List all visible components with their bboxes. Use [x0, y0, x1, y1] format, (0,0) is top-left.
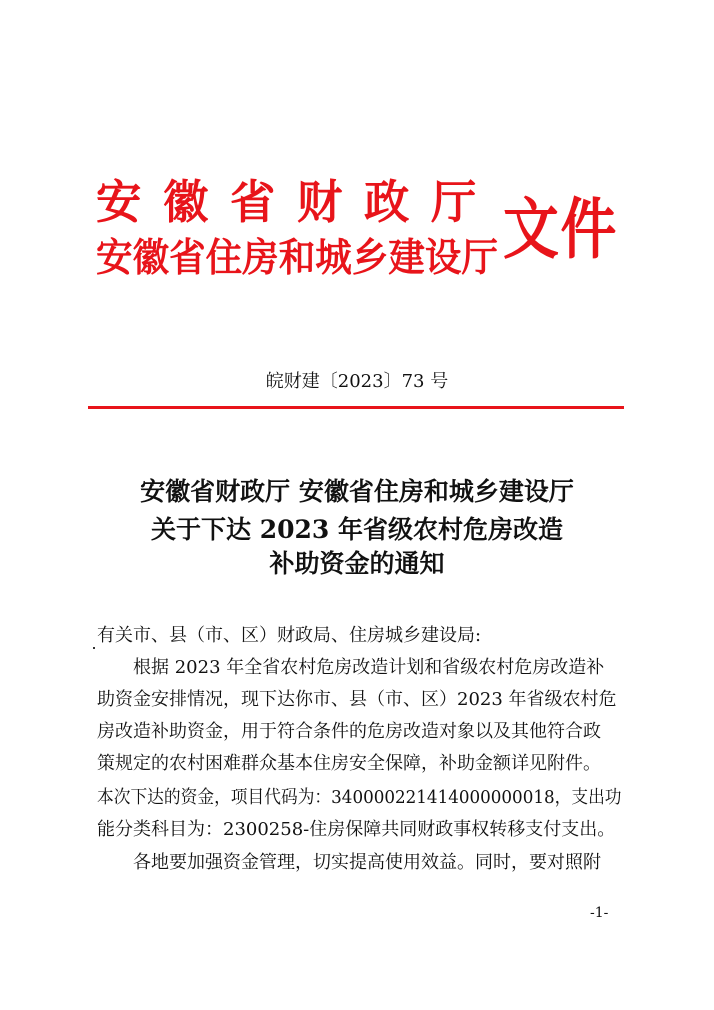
document-type-label: 文件	[503, 191, 618, 268]
title-line-1: 安徽省财政厅 安徽省住房和城乡建设厅	[140, 477, 574, 506]
title-line-2: 关于下达 2023 年省级农村危房改造	[151, 515, 563, 544]
document-number: 皖财建〔2023〕73 号	[265, 371, 449, 392]
body-paragraph-line: 能分类科目为：2300258-住房保障共同财政事权转移支付支出。	[97, 819, 616, 840]
title-line-3: 补助资金的通知	[269, 549, 445, 578]
issuer-line-2: 安徽省住房和城乡建设厅	[96, 236, 499, 281]
red-divider	[88, 406, 624, 409]
salutation: 有关市、县（市、区）财政局、住房城乡建设局:	[97, 625, 482, 646]
issuer-line-1: 安徽省财政厅	[96, 175, 498, 229]
body-paragraph-line: 房改造补助资金，用于符合条件的危房改造对象以及其他符合政	[97, 721, 601, 742]
body-paragraph-line: 各地要加强资金管理，切实提高使用效益。同时，要对照附	[133, 852, 601, 873]
body-paragraph-line: 根据 2023 年全省农村危房改造计划和省级农村危房改造补	[133, 657, 605, 678]
margin-dot	[93, 647, 95, 649]
page-number: -1-	[590, 905, 609, 921]
body-paragraph-line: 助资金安排情况，现下达你市、县（市、区）2023 年省级农村危	[97, 689, 617, 710]
body-paragraph-line: 本次下达的资金，项目代码为：340000221414000000018，支出功	[97, 787, 622, 808]
body-paragraph-line: 策规定的农村困难群众基本住房安全保障，补助金额详见附件。	[97, 753, 601, 774]
